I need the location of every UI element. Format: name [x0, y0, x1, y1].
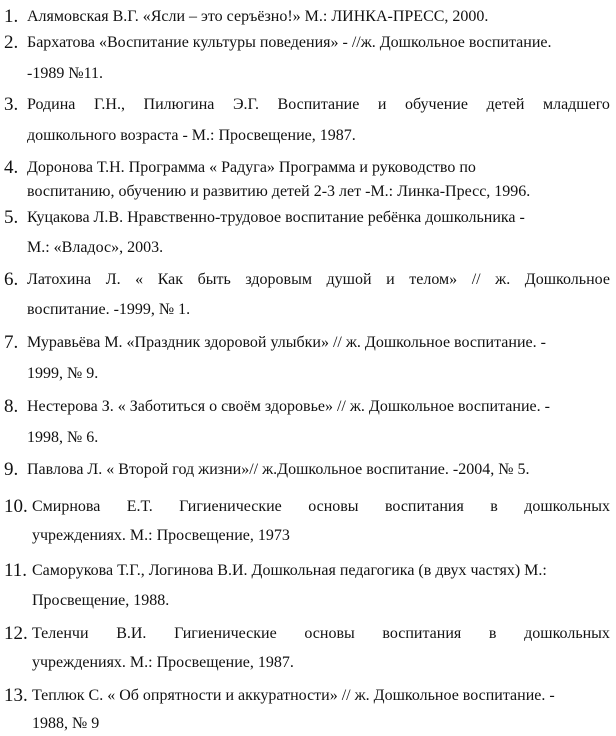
reference-line: учреждениях. М.: Просвещение, 1987. [32, 654, 294, 671]
reference-word: Пилюгина [143, 96, 215, 113]
reference-line: учреждениях. М.: Просвещение, 1973 [32, 527, 290, 544]
reference-word: Е.Т. [126, 498, 153, 515]
reference-word: и [377, 96, 387, 113]
reference-line: воспитанию, обучению и развитию детей 2-3 лет -М.: Линка-Пресс, 1996. [27, 183, 531, 200]
reference-word: основы [308, 498, 359, 515]
reference-number: 5. [4, 207, 19, 228]
reference-line: Муравьёва М. «Праздник здоровой улыбки» // ж. Дошкольное воспитание. - [27, 334, 546, 351]
reference-number: 7. [4, 332, 19, 353]
reference-word: телом» [409, 271, 458, 288]
reference-word: основы [304, 625, 355, 642]
reference-word: Как [157, 271, 184, 288]
reference-line: Просвещение, 1988. [32, 592, 170, 609]
reference-word: Э.Г. [232, 96, 259, 113]
reference-number: 9. [4, 459, 19, 480]
reference-line: -1989 №11. [27, 65, 103, 82]
reference-line: Куцакова Л.В. Нравственно-трудовое воспитание ребёнка дошкольника - [27, 209, 525, 226]
reference-word: Г.Н., [93, 96, 125, 113]
reference-word: в [490, 498, 498, 515]
reference-line: Теплюк С. « Об опрятности и аккуратности» // ж. Дошкольное воспитание. - [32, 687, 555, 704]
reference-line-justified [32, 499, 610, 515]
reference-line: М.: «Владос», 2003. [27, 239, 164, 256]
reference-word: в [488, 625, 497, 642]
reference-word: воспитания [382, 625, 462, 642]
reference-word: детей [486, 96, 525, 113]
reference-number: 2. [4, 32, 19, 53]
reference-line-justified [27, 272, 610, 288]
reference-line: Алямовская В.Г. «Ясли – это серъёзно!» М.: ЛИНКА-ПРЕСС, 2000. [27, 8, 489, 25]
reference-word: Л. [105, 271, 121, 288]
reference-word: Дошкольное [524, 271, 610, 288]
reference-word: душой [326, 271, 372, 288]
reference-line: Нестерова З. « Заботиться о своём здоровье» // ж. Дошкольное воспитание. - [27, 398, 550, 415]
reference-word: дошкольных [524, 498, 610, 515]
reference-line-justified [32, 626, 610, 642]
reference-word: дошкольных [524, 625, 610, 642]
reference-line: 1999, № 9. [27, 365, 99, 382]
reference-line: 1998, № 6. [27, 429, 99, 446]
reference-number: 4. [4, 157, 19, 178]
reference-word: В.И. [116, 625, 147, 642]
reference-number: 1. [4, 6, 19, 27]
reference-number: 6. [4, 269, 19, 290]
reference-line: Павлова Л. « Второй год жизни»// ж.Дошкольное воспитание. -2004, № 5. [27, 461, 530, 478]
reference-word: воспитания [384, 498, 464, 515]
reference-line: Доронова Т.Н. Программа « Радуга» Программа и руководство по [27, 159, 476, 176]
reference-word: обучение [405, 96, 468, 113]
reference-word: « [135, 271, 144, 288]
reference-line-justified [27, 97, 610, 113]
reference-word: Смирнова [32, 498, 101, 515]
reference-word: здоровым [245, 271, 312, 288]
reference-number: 8. [4, 396, 19, 417]
reference-word: младшего [542, 96, 610, 113]
reference-line: дошкольного возраста - М.: Просвещение, 1987. [27, 127, 356, 144]
reference-number: 10. [4, 496, 28, 517]
reference-word: Гигиенические [174, 625, 277, 642]
reference-line: Саморукова Т.Г., Логинова В.И. Дошкольная педагогика (в двух частях) М.: [32, 562, 547, 579]
reference-number: 11. [4, 560, 28, 581]
reference-word: быть [197, 271, 231, 288]
reference-line: воспитание. -1999, № 1. [27, 301, 191, 318]
reference-word: Гигиенические [179, 498, 282, 515]
reference-word: Латохина [27, 271, 92, 288]
reference-word: Теленчи [32, 625, 89, 642]
reference-line: Бархатова «Воспитание культуры поведения» - //ж. Дошкольное воспитание. [27, 34, 552, 51]
reference-word: Родина [27, 96, 76, 113]
reference-number: 13. [4, 685, 28, 706]
reference-word: ж. [495, 271, 511, 288]
reference-word: Воспитание [277, 96, 360, 113]
reference-line: 1988, № 9 [32, 715, 100, 732]
reference-word: и [386, 271, 395, 288]
reference-number: 3. [4, 94, 19, 115]
reference-word: // [471, 271, 481, 288]
reference-number: 12. [4, 623, 28, 644]
